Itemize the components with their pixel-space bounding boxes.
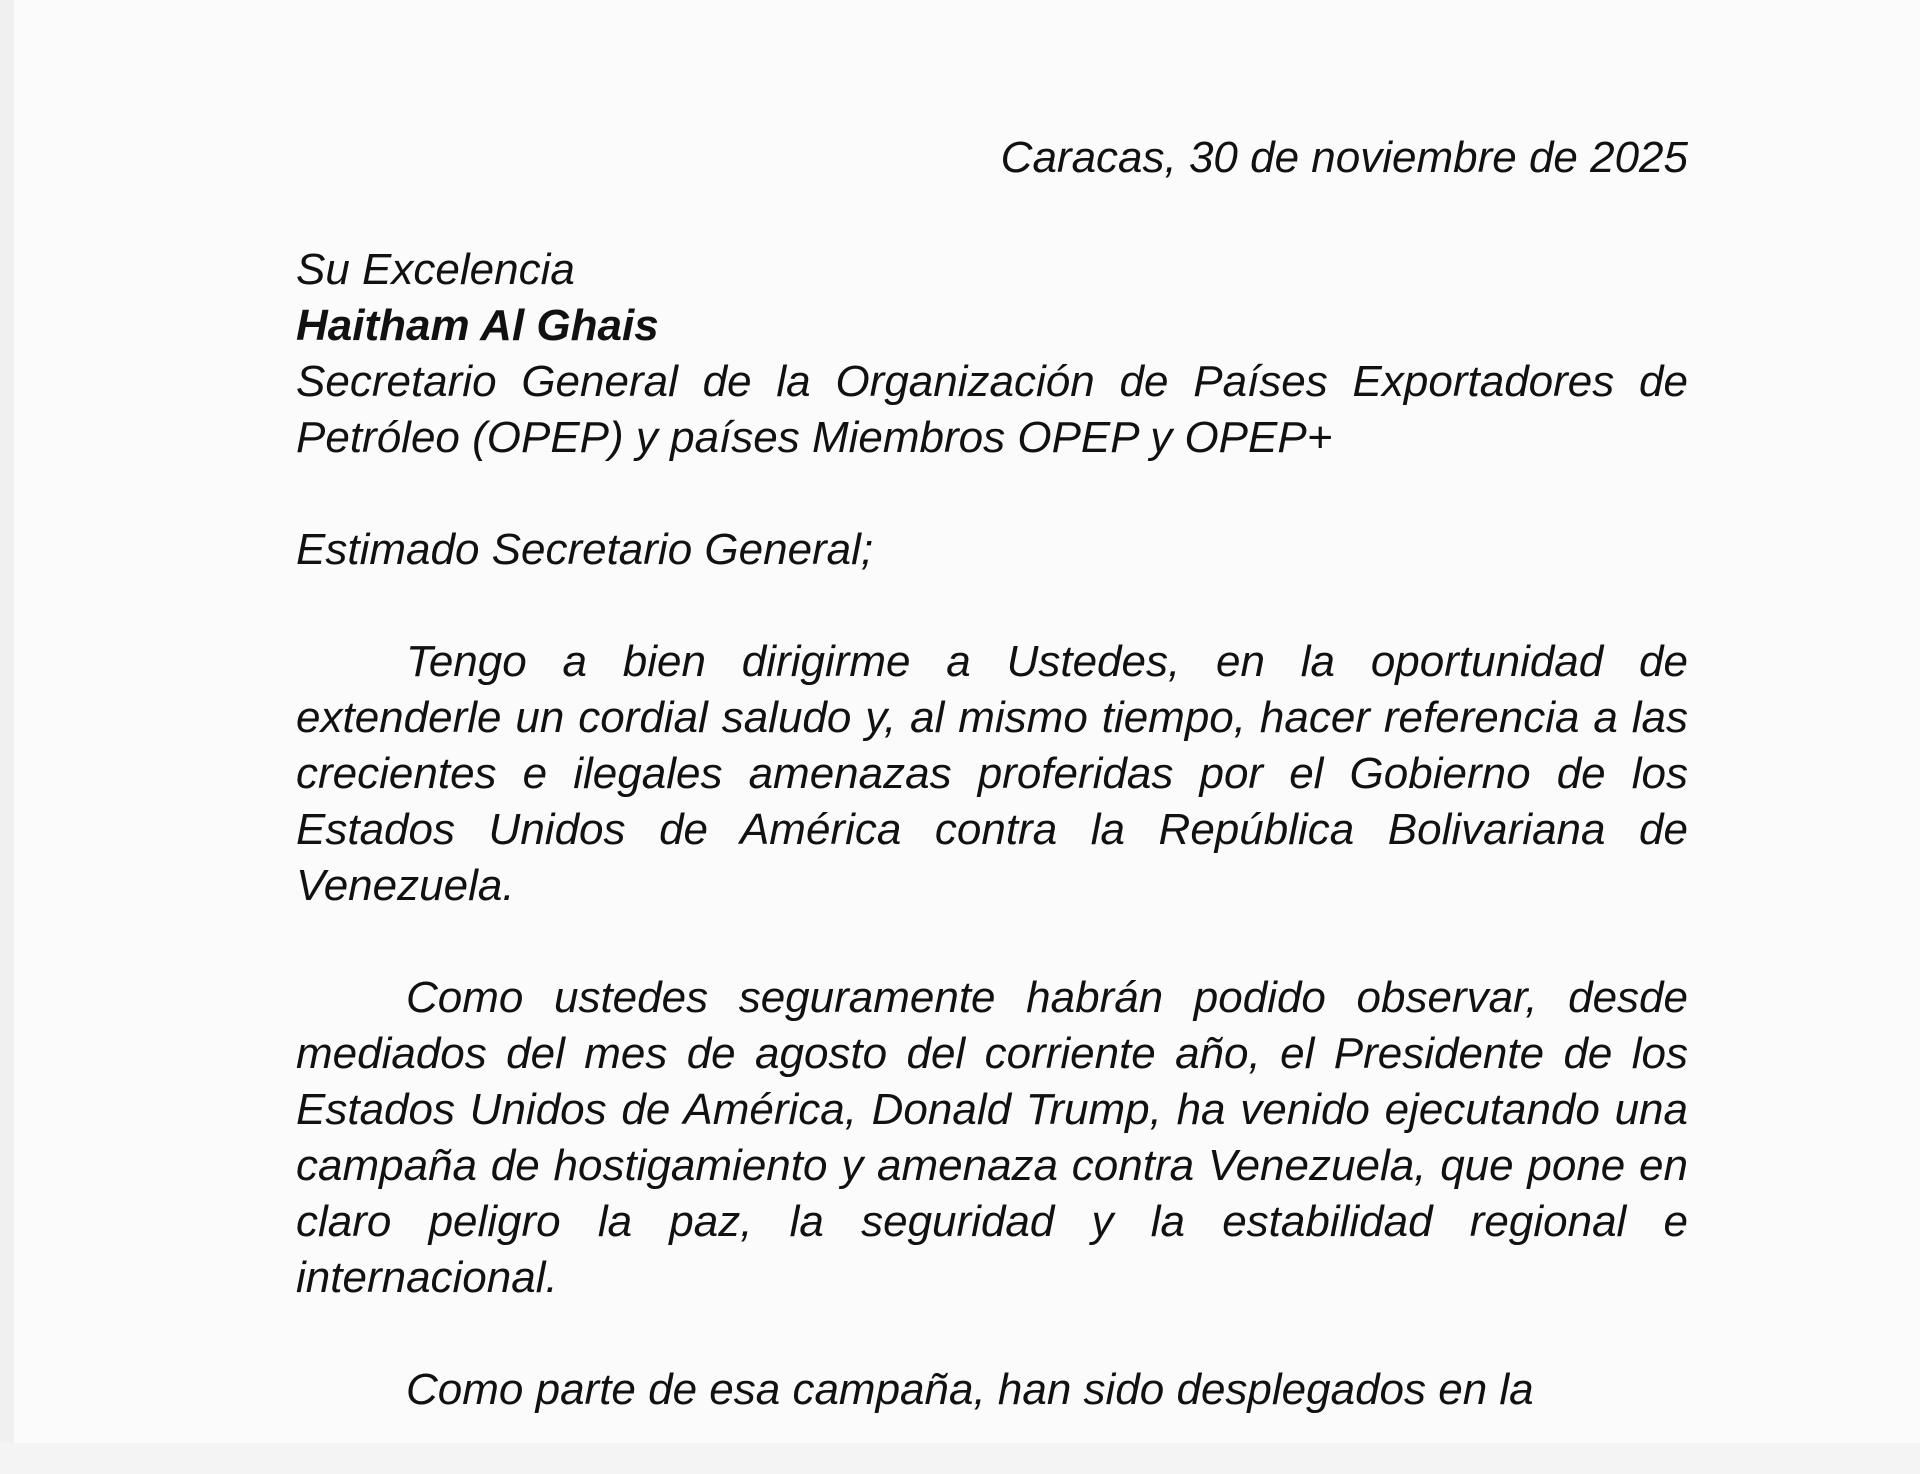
- letter-body: [296, 130, 1688, 1474]
- body-paragraph: Tengo a bien dirigirme a Ustedes, en la oportunidad de extenderle un cordial saludo y, al mismo tiempo, hacer referencia a las crecientes e ilegales amenazas proferidas por el Gobierno de los Estados Unidos de América contra la República Bolivariana de Venezuela.: [296, 637, 1688, 910]
- recipient-block: [296, 242, 1688, 466]
- recipient-salutation: Su Excelencia: [296, 245, 575, 294]
- date-line: Caracas, 30 de noviembre de 2025: [1000, 133, 1688, 182]
- greeting: Estimado Secretario General;: [296, 525, 874, 574]
- recipient-name: Haitham Al Ghais: [296, 301, 659, 350]
- body-paragraph: Como ustedes seguramente habrán podido observar, desde mediados del mes de agosto del corriente año, el Presidente de los Estados Unidos de América, Donald Trump, ha venido ejecutando una campaña de hostigamiento y amenaza contra Venezuela, que pone en claro peligro la paz, la seguridad y la estabilidad regional e internacional.: [296, 973, 1688, 1302]
- body-paragraph: Como parte de esa campaña, han sido desplegados en la: [406, 1365, 1534, 1414]
- recipient-title: Secretario General de la Organización de Países Exportadores de Petróleo (OPEP) y países Miembros OPEP y OPEP+: [296, 357, 1688, 462]
